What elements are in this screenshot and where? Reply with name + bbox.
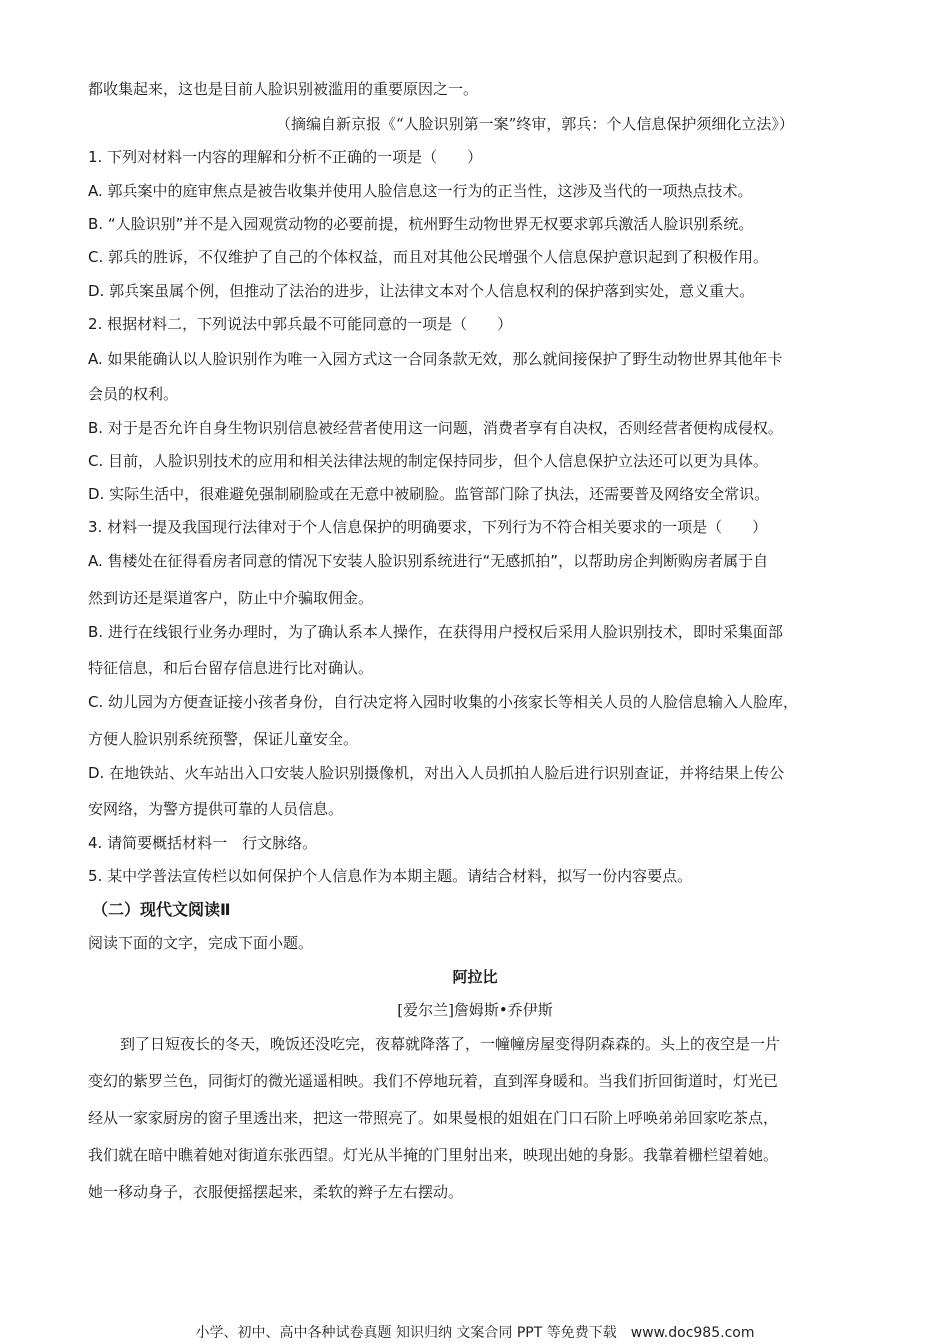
question-3-option-b-line1: B. 进行在线银行业务办理时，为了确认系本人操作，在获得用户授权后采用人脸识别技术，即时采集面部 xyxy=(88,623,783,641)
question-2-option-b: B. 对于是否允许自身生物识别信息被经营者使用这一问题，消费者享有自决权，否则经营者便构成侵权。 xyxy=(88,419,783,437)
question-1-stem: 1. 下列对材料一内容的理解和分析不正确的一项是（ ） xyxy=(88,148,483,166)
question-2-stem: 2. 根据材料二，下列说法中郭兵最不可能同意的一项是（ ） xyxy=(88,315,513,333)
question-3-option-d-line1: D. 在地铁站、火车站出入口安装人脸识别摄像机，对出入人员抓拍人脸后进行识别查证，并将结果上传公 xyxy=(88,764,785,782)
question-1-option-c: C. 郭兵的胜诉，不仅维护了自己的个体权益，而且对其他公民增强个人信息保护意识起到了积极作用。 xyxy=(88,248,769,266)
question-1-option-d: D. 郭兵案虽属个例，但推动了法治的进步，让法律文本对个人信息权利的保护落到实处，意义重大。 xyxy=(88,282,755,300)
material-text-line: 都收集起来，这也是目前人脸识别被滥用的重要原因之一。 xyxy=(88,80,479,98)
story-paragraph-line: 变幻的紫罗兰色，同街灯的微光遥遥相映。我们不停地玩着，直到浑身暖和。当我们折回街道时，灯光已 xyxy=(88,1072,779,1090)
question-3-option-c-line1: C. 幼儿园为方便查证接小孩者身份，自行决定将入园时收集的小孩家长等相关人员的人脸信息输入人脸库， xyxy=(88,693,799,711)
question-3-stem: 3. 材料一提及我国现行法律对于个人信息保护的明确要求，下列行为不符合相关要求的一项是（ ） xyxy=(88,518,768,536)
story-paragraph-line: 我们就在暗中瞧着她对街道东张西望。灯光从半掩的门里射出来，映现出她的身影。我靠着栅栏望着她。 xyxy=(88,1146,779,1164)
section-heading: （二）现代文阅读Ⅱ xyxy=(92,900,231,919)
question-2-option-a-line1: A. 如果能确认以人脸识别作为唯一入园方式这一合同条款无效，那么就间接保护了野生动物世界其他年卡 xyxy=(88,350,783,368)
story-title: 阿拉比 xyxy=(452,968,498,986)
question-2-option-c: C. 目前，人脸识别技术的应用和相关法律法规的制定保持同步，但个人信息保护立法还可以更为具体。 xyxy=(88,452,769,470)
story-paragraph-line: 她一移动身子，衣服便摇摆起来，柔软的辫子左右摆动。 xyxy=(88,1183,464,1201)
question-5: 5. 某中学普法宣传栏以如何保护个人信息作为本期主题。请结合材料，拟写一份内容要点。 xyxy=(88,867,693,885)
question-3-option-a-line2: 然到访还是渠道客户，防止中介骗取佣金。 xyxy=(88,589,374,607)
question-1-option-b: B. “人脸识别”并不是入园观赏动物的必要前提，杭州野生动物世界无权要求郭兵激活人脸识别系统。 xyxy=(88,215,754,233)
question-3-option-b-line2: 特征信息，和后台留存信息进行比对确认。 xyxy=(88,659,374,677)
question-2-option-d: D. 实际生活中，很难避免强制刷脸或在无意中被刷脸。监管部门除了执法，还需要普及网络安全常识。 xyxy=(88,485,770,503)
material-source-citation: （摘编自新京报《“人脸识别第一案”终审，郭兵：个人信息保护须细化立法》） xyxy=(276,115,794,133)
story-author: [爱尔兰]詹姆斯•乔伊斯 xyxy=(397,1001,553,1019)
question-1-option-a: A. 郭兵案中的庭审焦点是被告收集并使用人脸信息这一行为的正当性，这涉及当代的一项热点技术。 xyxy=(88,182,753,200)
question-4: 4. 请简要概括材料一 行文脉络。 xyxy=(88,834,318,852)
question-3-option-d-line2: 安网络，为警方提供可靠的人员信息。 xyxy=(88,800,344,818)
story-paragraph-line: 经从一家家厨房的窗子里透出来，把这一带照亮了。如果曼根的姐姐在门口石阶上呼唤弟弟回家吃茶点， xyxy=(88,1109,779,1127)
question-3-option-c-line2: 方便人脸识别系统预警，保证儿童安全。 xyxy=(88,730,359,748)
footer-download-link[interactable]: 小学、初中、高中各种试卷真题 知识归纳 文案合同 PPT 等免费下载 www.doc985.com xyxy=(195,1325,755,1341)
story-paragraph-line: 到了日短夜长的冬天，晚饭还没吃完，夜幕就降落了，一幢幢房屋变得阴森森的。头上的夜空是一片 xyxy=(120,1035,781,1053)
question-3-option-a-line1: A. 售楼处在征得看房者同意的情况下安装人脸识别系统进行“无感抓拍”，以帮助房企判断购房者属于自 xyxy=(88,552,769,570)
section-instruction: 阅读下面的文字，完成下面小题。 xyxy=(88,934,314,952)
question-2-option-a-line2: 会员的权利。 xyxy=(88,385,179,403)
